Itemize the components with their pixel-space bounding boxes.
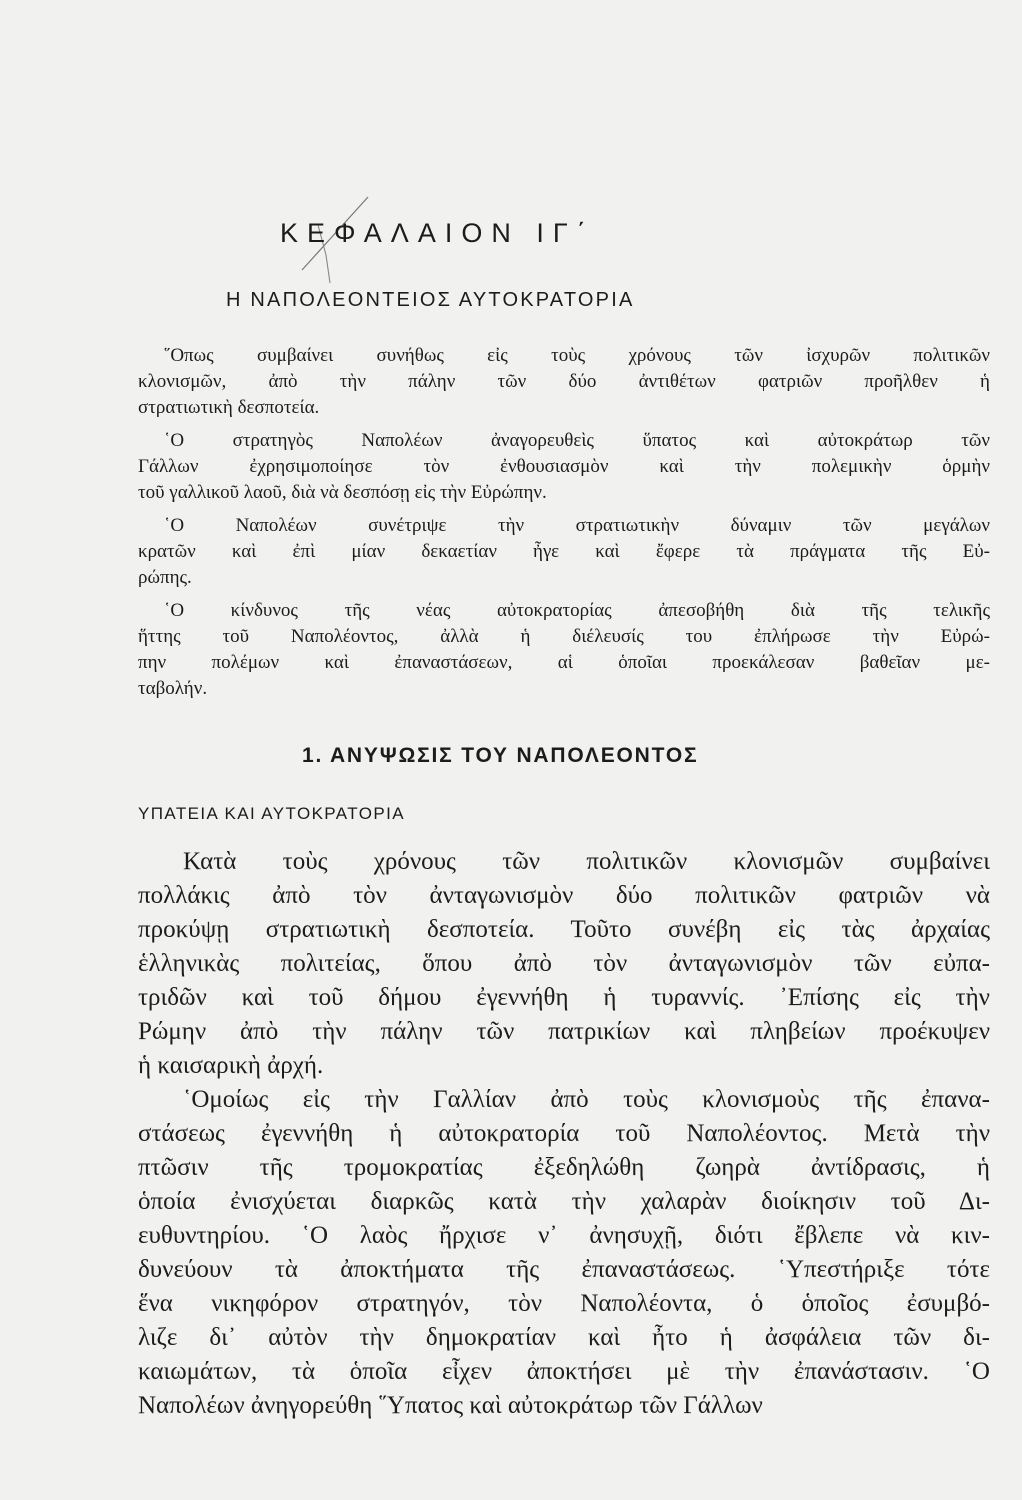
text-line: τριδῶν καὶ τοῦ δήμου ἐγεννήθη ἡ τυραννίς. ᾿Επίσης εἰς τὴν [138, 984, 990, 1011]
text-line: πην πολέμων καὶ ἐπαναστάσεων, αἱ ὁποῖαι προεκάλεσαν βαθεῖαν με- [138, 652, 990, 673]
text-line: κλονισμῶν, ἀπὸ τὴν πάλην τῶν δύο ἀντιθέτων φατριῶν προῆλθεν ἡ [138, 371, 990, 392]
text-line: στρατιωτικὴ δεσποτεία. [138, 397, 320, 418]
text-line: στάσεως ἐγεννήθη ἡ αὐτοκρατορία τοῦ Ναπολέοντος. Μετὰ τὴν [138, 1120, 990, 1147]
text-line: ὁποία ἐνισχύεται διαρκῶς κατὰ τὴν χαλαρὰν διοίκησιν τοῦ Δι- [138, 1188, 990, 1215]
text-line: ῞Οπως συμβαίνει συνήθως εἰς τοὺς χρόνους τῶν ἰσχυρῶν πολιτικῶν [164, 345, 990, 366]
text-line: ῾Ομοίως εἰς τὴν Γαλλίαν ἀπὸ τοὺς κλονισμοὺς τῆς ἐπανα- [183, 1086, 990, 1113]
text-line: ἥττης τοῦ Ναπολέοντος, ἀλλὰ ἡ διέλευσίς του ἐπλήρωσε τὴν Εὐρώ- [138, 626, 990, 647]
paragraph [138, 845, 990, 1083]
text-line: ῾Ο Ναπολέων συνέτριψε τὴν στρατιωτικὴν δύναμιν τῶν μεγάλων [164, 515, 990, 536]
paragraph [138, 513, 990, 591]
intro-summary [138, 343, 990, 709]
text-line: Κατὰ τοὺς χρόνους τῶν πολιτικῶν κλονισμῶν συμβαίνει [183, 848, 990, 875]
text-line: ῾Ο στρατηγὸς Ναπολέων ἀναγορευθεὶς ὕπατος καὶ αὐτοκράτωρ τῶν [164, 430, 990, 451]
text-line: λιζε δι᾿ αὐτὸν τὴν δημοκρατίαν καὶ ἦτο ἡ ἀσφάλεια τῶν δι- [138, 1324, 990, 1351]
text-line: Ρώμην ἀπὸ τὴν πάλην τῶν πατρικίων καὶ πληβείων προέκυψεν [138, 1018, 990, 1045]
text-line: ταβολήν. [138, 678, 208, 699]
text-line: τοῦ γαλλικοῦ λαοῦ, διὰ νὰ δεσπόσῃ εἰς τὴν Εὐρώπην. [138, 482, 547, 503]
paragraph [138, 428, 990, 506]
paragraph [138, 1083, 990, 1423]
paragraph [138, 598, 990, 702]
text-line: ῾Ο κίνδυνος τῆς νέας αὐτοκρατορίας ἀπεσοβήθη διὰ τῆς τελικῆς [164, 600, 990, 621]
text-line: πολλάκις ἀπὸ τὸν ἀνταγωνισμὸν δύο πολιτικῶν φατριῶν νὰ [138, 882, 990, 909]
text-line: δυνεύουν τὰ ἀποκτήματα τῆς ἐπαναστάσεως. ῾Υπεστήριξε τότε [138, 1256, 990, 1283]
text-line: ἡ καισαρικὴ ἀρχή. [138, 1052, 324, 1079]
text-line: ἕνα νικηφόρον στρατηγόν, τὸν Ναπολέοντα, ὁ ὁποῖος ἐσυμβό- [138, 1290, 990, 1317]
chapter-subtitle: Η ΝΑΠΟΛΕΟΝΤΕΙΟΣ ΑΥΤΟΚΡΑΤΟΡΙΑ [226, 289, 635, 311]
body-text [138, 845, 990, 1423]
text-line: προκύψῃ στρατιωτικὴ δεσποτεία. Τοῦτο συνέβη εἰς τὰς ἀρχαίας [138, 916, 990, 943]
subsection-heading: ΥΠΑΤΕΙΑ ΚΑΙ ΑΥΤΟΚΡΑΤΟΡΙΑ [138, 804, 405, 823]
text-line: ρώπης. [138, 567, 192, 588]
chapter-title: ΚΕΦΑΛΑΙΟΝ ΙΓ΄ [280, 218, 595, 248]
section-heading: 1. ΑΝΥΨΩΣΙΣ ΤΟΥ ΝΑΠΟΛΕΟΝΤΟΣ [302, 744, 699, 767]
text-line: κρατῶν καὶ ἐπὶ μίαν δεκαετίαν ἦγε καὶ ἔφερε τὰ πράγματα τῆς Εὐ- [138, 541, 990, 562]
text-line: πτῶσιν τῆς τρομοκρατίας ἐξεδηλώθη ζωηρὰ ἀντίδρασις, ἡ [138, 1154, 990, 1181]
paragraph [138, 343, 990, 421]
text-line: καιωμάτων, τὰ ὁποῖα εἶχεν ἀποκτήσει μὲ τὴν ἐπανάστασιν. ῾Ο [138, 1358, 990, 1385]
text-line: ευθυντηρίου. ῾Ο λαὸς ἤρχισε ν᾿ ἀνησυχῇ, διότι ἔβλεπε νὰ κιν- [138, 1222, 990, 1249]
text-line: ἑλληνικὰς πολιτείας, ὅπου ἀπὸ τὸν ἀνταγωνισμὸν τῶν εὐπα- [138, 950, 990, 977]
text-line: Ναπολέων ἀνηγορεύθη ῞Υπατος καὶ αὐτοκράτωρ τῶν Γάλλων [138, 1392, 763, 1419]
text-line: Γάλλων ἐχρησιμοποίησε τὸν ἐνθουσιασμὸν καὶ τὴν πολεμικὴν ὁρμὴν [138, 456, 990, 477]
